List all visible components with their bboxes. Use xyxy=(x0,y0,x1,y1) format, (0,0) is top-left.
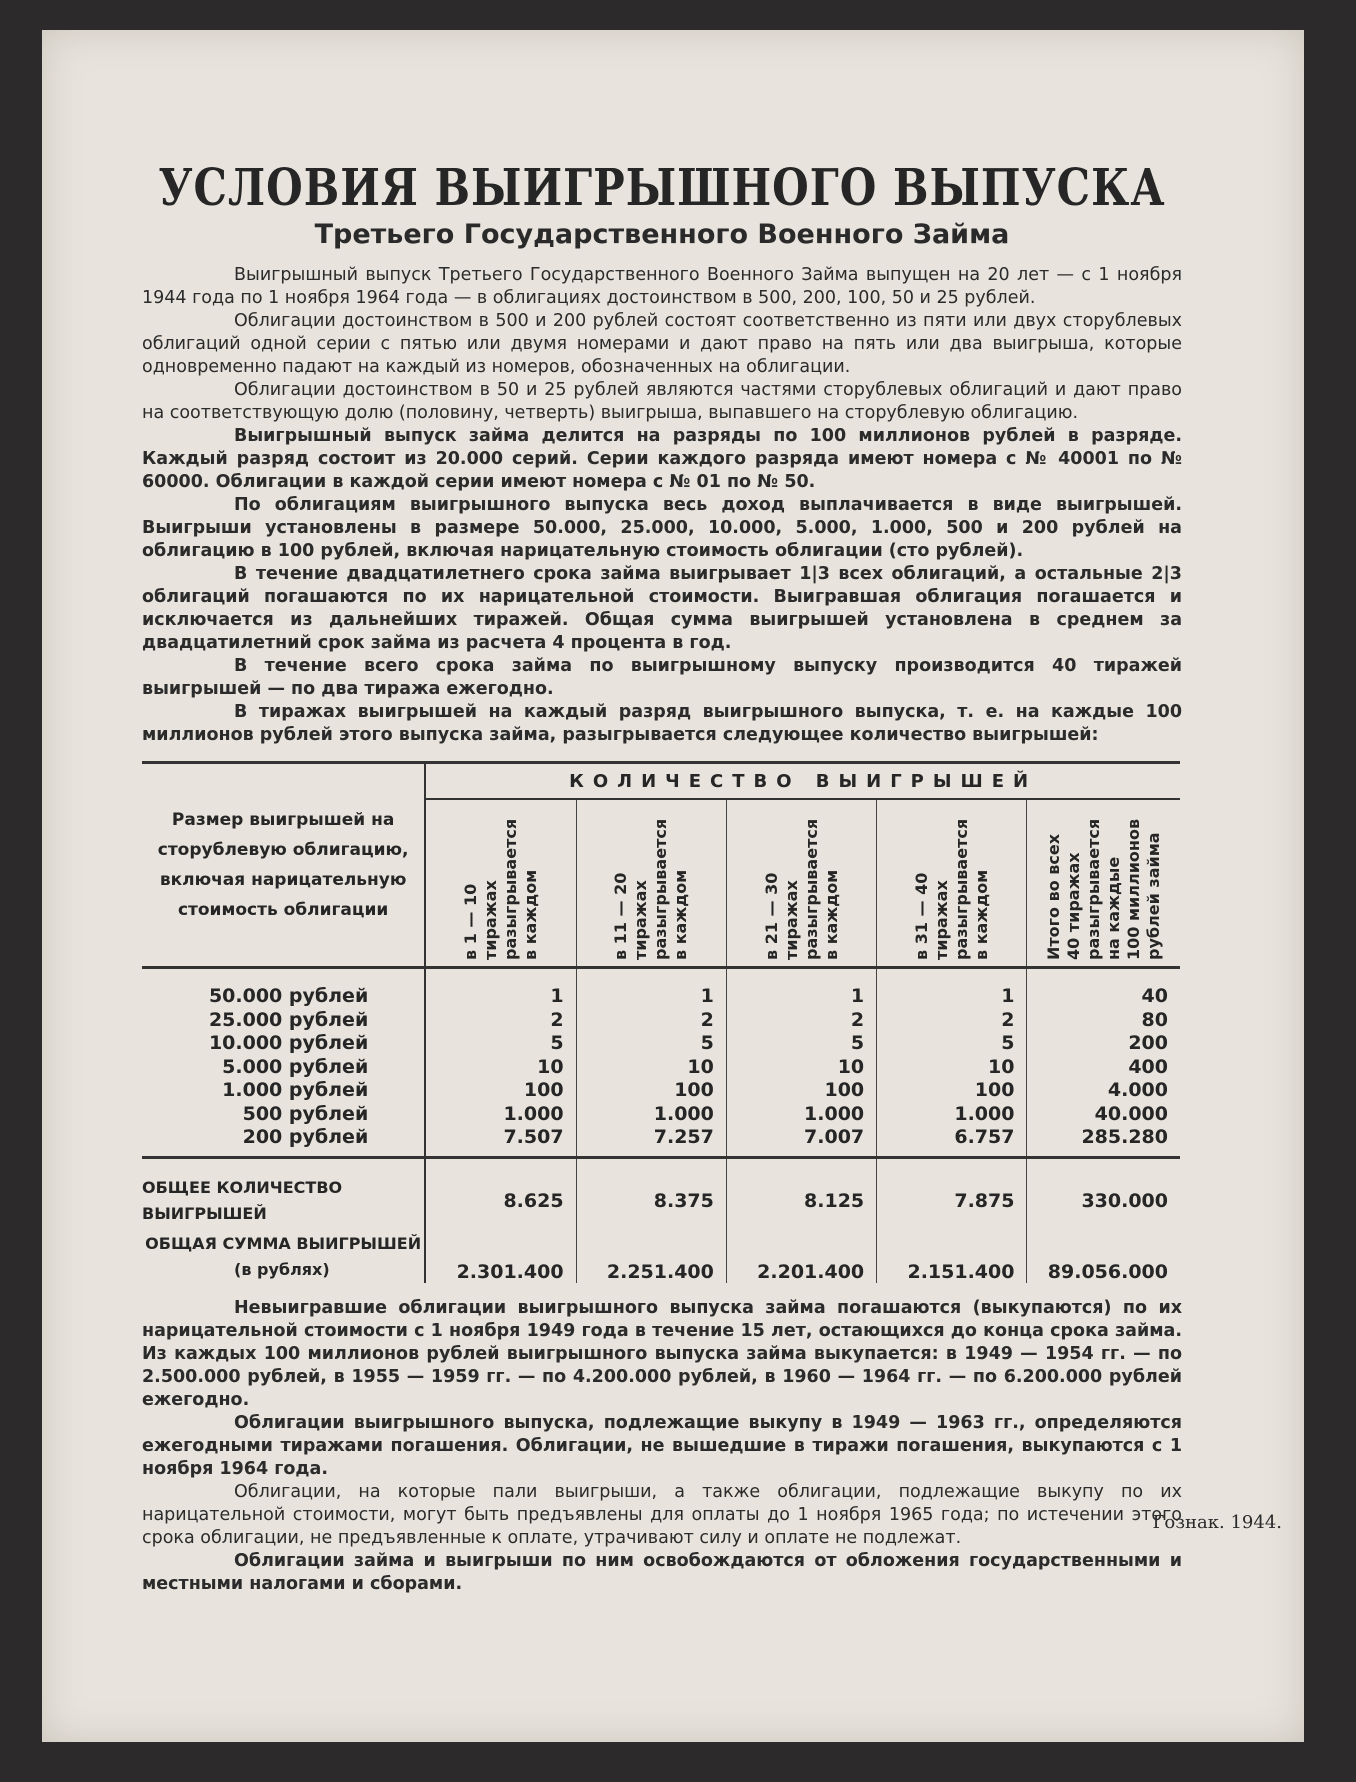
table-row xyxy=(142,968,1180,1009)
cell: 7.257 xyxy=(576,1126,726,1157)
cell: 2 xyxy=(425,1009,576,1033)
total-sum-label: ОБЩАЯ СУММА ВЫИГРЫШЕЙ xyxy=(145,1233,422,1253)
paragraph: Облигации займа и выигрыши по ним освобождаются от обложения государственными и местными налогами и сборами. xyxy=(142,1550,1182,1594)
cell: 10 xyxy=(576,1056,726,1080)
document-subtitle: Третьего Государственного Военного Займа xyxy=(314,219,1010,250)
document-body xyxy=(142,158,1182,1596)
paragraph: По облигациям выигрышного выпуска весь доход выплачивается в виде выигрышей. Выигрыши установлены в размере 50.000, 25.000, 10.000, 5.000, 1.000, 500 и 200 рублей на облигацию в 100 рублей, включая нарицательную стоимость облигации (сто рублей). xyxy=(142,495,1182,561)
table-row xyxy=(142,1126,1180,1157)
column-header: в 31 — 40 тиражах разыгрывается в каждом xyxy=(877,799,1027,968)
cell: 7.875 xyxy=(877,1157,1027,1227)
cell: 80 xyxy=(1141,1008,1168,1031)
paragraph: Выигрышный выпуск Третьего Государственного Военного Займа выпущен на 20 лет — с 1 ноября 1944 года по 1 ноября 1964 года — в облигациях достоинством в 500, 200, 100, 50 и 25 рублей. xyxy=(142,265,1182,308)
cell: 285.280 xyxy=(1027,1126,1180,1157)
paragraph: В течение двадцатилетнего срока займа выигрывает 1|3 всех облигаций, а остальные 2|3 облигаций погашаются по их нарицательной стоимости. Выигравшая облигация погашается и исключается из дальнейших тиражей. Общая сумма выигрышей установлена в среднем за двадцатилетний срок займа из расчета 4 процента в год. xyxy=(142,564,1182,653)
row-label: 1.000 рублей xyxy=(142,1079,425,1103)
cell: 2.151.400 xyxy=(877,1227,1027,1283)
cell: 200 xyxy=(1128,1032,1168,1054)
total-sum-label-cell xyxy=(142,1227,425,1283)
cell: 7.007 xyxy=(726,1126,876,1157)
paragraph: Невыигравшие облигации выигрышного выпуска займа погашаются (выкупаются) по их нарицательной стоимости с 1 ноября 1949 года в течение 15 лет, остающихся до конца срока займа. Из каждых 100 миллионов рублей выигрышного выпуска займа выкупается: в 1949 — 1954 гг. — по 2.500.000 рублей, в 1955 — 1959 гг. — по 4.200.000 рублей, в 1960 — 1964 гг. — по 6.200.000 рублей ежегодно. xyxy=(142,1297,1182,1410)
paragraph: Облигации, на которые пали выигрыши, а также облигации, подлежащие выкупу по их нарицательной стоимости, могут быть предъявлены для оплаты до 1 ноября 1965 года; по истечении этого срока облигации, не предъявленные к оплате, утрачивают силу и оплате не подлежат. xyxy=(142,1481,1182,1548)
column-header: в 21 — 30 тиражах разыгрывается в каждом xyxy=(726,799,876,968)
cell: 10 xyxy=(877,1056,1027,1080)
table-row xyxy=(142,1009,1180,1033)
cell: 5 xyxy=(726,1032,876,1056)
row-label: 200 рублей xyxy=(142,1126,425,1157)
count-span-header: КОЛИЧЕСТВО ВЫИГРЫШЕЙ xyxy=(425,763,1180,800)
cell: 4.000 xyxy=(1107,1079,1168,1101)
total-count-row xyxy=(142,1157,1180,1227)
table-row xyxy=(142,1056,1180,1080)
cell: 7.507 xyxy=(425,1126,576,1157)
cell: 1 xyxy=(576,968,726,1009)
column-header: в 11 — 20 тиражах разыгрывается в каждом xyxy=(576,799,726,968)
cell: 1.000 xyxy=(877,1103,1027,1127)
paragraph: Облигации достоинством в 500 и 200 рублей состоят соответственно из пяти или двух сторублевых облигаций одной серии с пятью или двумя номерами и дают право на пять или два выигрыша, которые одновременно падают на каждый из номеров, обозначенных на облигации. xyxy=(142,311,1182,377)
cell: 1.000 xyxy=(726,1103,876,1127)
cell: 400 xyxy=(1128,1055,1168,1078)
row-label: 5.000 рублей xyxy=(142,1056,425,1080)
total-sum-row xyxy=(142,1227,1180,1283)
cell: 2.201.400 xyxy=(726,1227,876,1283)
cell: 2 xyxy=(877,1009,1027,1033)
printer-imprint: Гознак. 1944. xyxy=(1152,1512,1282,1533)
column-header-total: Итого во всех 40 тиражах разыгрывается на каждые 100 миллионов рублей займа xyxy=(1027,799,1180,968)
winnings-table xyxy=(142,761,1180,1283)
cell: 5 xyxy=(425,1032,576,1056)
cell: 100 xyxy=(877,1079,1027,1103)
cell: 100 xyxy=(726,1079,876,1103)
table-row xyxy=(142,1032,1180,1056)
cell: 6.757 xyxy=(877,1126,1027,1157)
paragraph: Облигации выигрышного выпуска, подлежащие выкупу в 1949 — 1963 гг., определяются ежегодными тиражами погашения. Облигации, не вышедшие в тиражи погашения, выкупаются с 1 ноября 1964 года. xyxy=(142,1412,1182,1479)
row-label: 50.000 рублей xyxy=(142,968,425,1009)
total-sum-sublabel: (в рублях) xyxy=(234,1259,330,1279)
cell: 10 xyxy=(425,1056,576,1080)
cell: 100 xyxy=(576,1079,726,1103)
cell: 2 xyxy=(726,1009,876,1033)
cell: 2.251.400 xyxy=(576,1227,726,1283)
column-header: в 1 — 10 тиражах разыгрывается в каждом xyxy=(425,799,576,968)
cell: 1 xyxy=(726,968,876,1009)
cell: 8.625 xyxy=(425,1157,576,1227)
paragraph: Облигации достоинством в 50 и 25 рублей являются частями сторублевых облигаций и дают право на соответствующую долю (половину, четверть) выигрыша, выпавшего на сторублевую облигацию. xyxy=(142,380,1182,423)
cell: 5 xyxy=(576,1032,726,1056)
total-count-label: ОБЩЕЕ КОЛИЧЕСТВО ВЫИГРЫШЕЙ xyxy=(142,1157,425,1227)
cell: 2.301.400 xyxy=(425,1227,576,1283)
cell: 1.000 xyxy=(576,1103,726,1127)
table-row xyxy=(142,1079,1180,1103)
cell: 5 xyxy=(877,1032,1027,1056)
document-sheet xyxy=(42,30,1304,1742)
row-label: 500 рублей xyxy=(142,1103,425,1127)
row-label: 10.000 рублей xyxy=(142,1032,425,1056)
table-row xyxy=(142,1103,1180,1127)
cell: 100 xyxy=(425,1079,576,1103)
cell: 8.125 xyxy=(726,1157,876,1227)
cell: 1.000 xyxy=(425,1103,576,1127)
cell: 40.000 xyxy=(1094,1102,1168,1125)
cell: 89.056.000 xyxy=(1047,1260,1168,1283)
row-label: 25.000 рублей xyxy=(142,1009,425,1033)
cell: 10 xyxy=(726,1056,876,1080)
closing-section xyxy=(142,1297,1182,1596)
size-column-header: Размер выигрышей на сторублевую облигацию, включая нарицательную стоимость облигации xyxy=(142,763,425,968)
paragraph: В тиражах выигрышей на каждый разряд выигрышного выпуска, т. е. на каждые 100 миллионов рублей этого выпуска займа, разыгрывается следующее количество выигрышей: xyxy=(142,702,1182,745)
cell: 330.000 xyxy=(1081,1189,1168,1212)
paragraph: Выигрышный выпуск займа делится на разряды по 100 миллионов рублей в разряде. Каждый разряд состоит из 20.000 серий. Серии каждого разряда имеют номера с № 40001 по № 60000. Облигации в каждой серии имеют номера с № 01 по № 50. xyxy=(142,426,1182,492)
cell: 1 xyxy=(425,968,576,1009)
cell: 8.375 xyxy=(576,1157,726,1227)
cell: 40 xyxy=(1141,985,1168,1007)
cell: 2 xyxy=(576,1009,726,1033)
document-title: УСЛОВИЯ ВЫИГРЫШНОГО ВЫПУСКА xyxy=(158,158,1166,217)
paragraph: В течение всего срока займа по выигрышному выпуску производится 40 тиражей выигрышей — по два тиража ежегодно. xyxy=(142,656,1182,699)
cell: 1 xyxy=(877,968,1027,1009)
